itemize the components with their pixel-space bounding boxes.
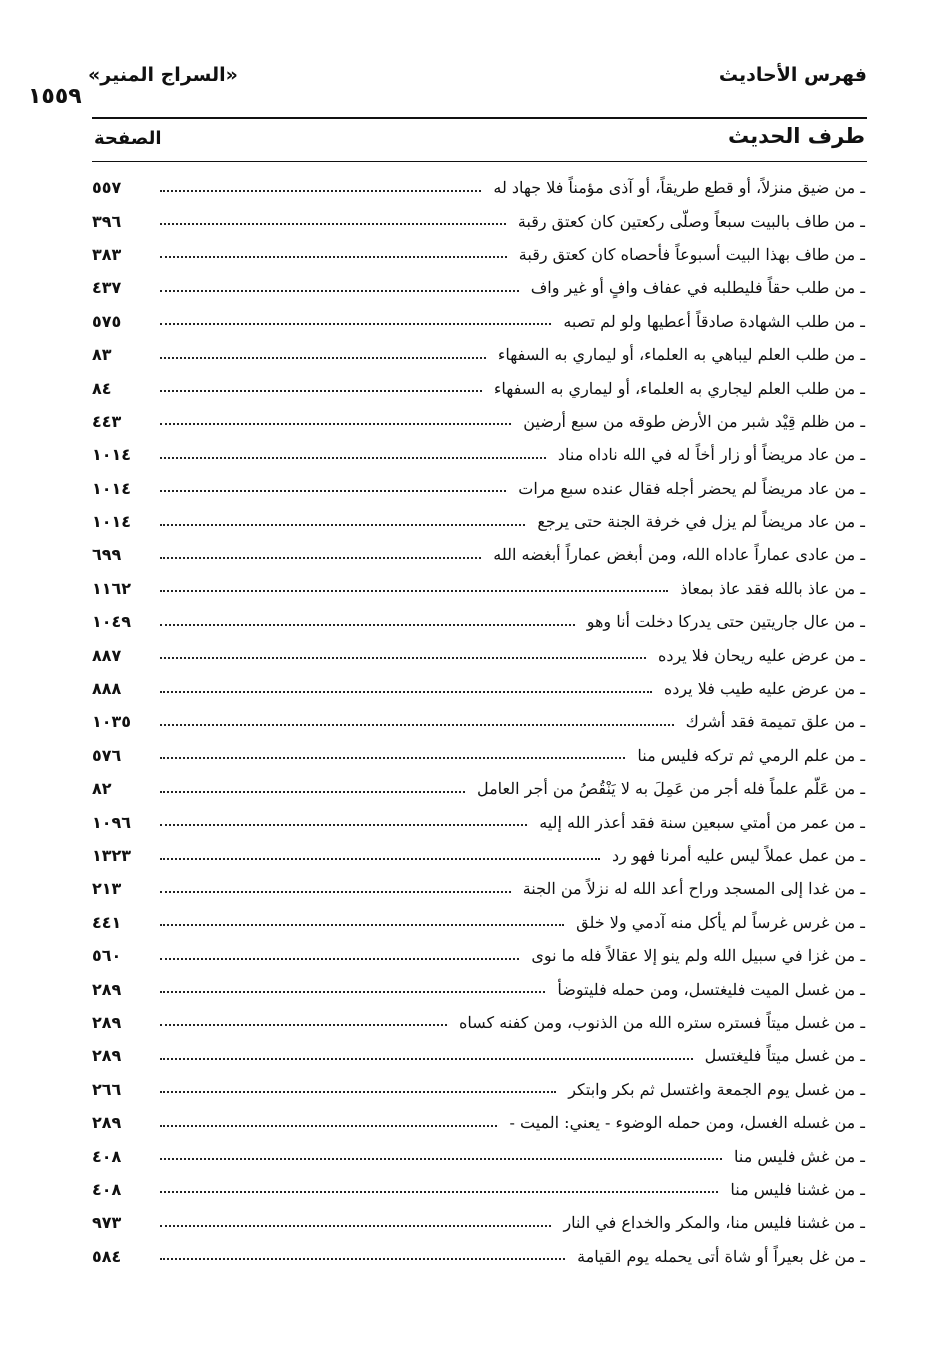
hadith-text: ـ من غسل ميتاً فليغتسل: [704, 1046, 865, 1066]
hadith-text: ـ من عادى عماراً عاداه الله، ومن أبغض عماراً أبغضه الله: [493, 545, 865, 565]
page-reference: ٢٨٩: [92, 1046, 122, 1066]
dot-leader: [160, 824, 527, 826]
running-title: فهرس الأحاديث: [718, 64, 867, 86]
page-reference: ٥٨٤: [92, 1246, 122, 1266]
hadith-text: ـ من عرض عليه طيب فلا يرده: [663, 679, 865, 699]
index-entry: [92, 572, 865, 605]
page-reference: ٣٩٦: [92, 211, 122, 231]
hadith-text: ـ من عاذ بالله فقد عاذ بمعاذ: [680, 578, 865, 598]
index-entry: [92, 605, 865, 638]
page-reference: ١٠٣٥: [92, 712, 132, 732]
index-entry: [92, 538, 865, 571]
index-entry: [92, 305, 865, 338]
dot-leader: [160, 423, 511, 425]
page-reference: ٨٤: [92, 378, 112, 398]
hadith-text: ـ من ضيق منزلاً، أو قطع طريقاً، أو آذى مؤمناً فلا جهاد له: [493, 178, 865, 198]
page-reference: ٨٨٧: [92, 645, 122, 665]
index-entry: [92, 1039, 865, 1072]
hadith-index-list: [92, 171, 865, 1273]
index-entry: [92, 906, 865, 939]
hadith-text: ـ من عاد مريضاً لم يزل في خرفة الجنة حتى يرجع: [537, 512, 865, 532]
dot-leader: [160, 791, 465, 793]
page-reference: ٢٨٩: [92, 979, 122, 999]
page-reference: ١٠١٤: [92, 512, 132, 532]
page-reference: ٢١٣: [92, 879, 122, 899]
dot-leader: [160, 323, 551, 325]
dot-leader: [160, 657, 646, 659]
index-entry: [92, 1073, 865, 1106]
page-number: ١٥٥٩: [28, 84, 82, 109]
hadith-text: ـ من غسله الغسل، ومن حمله الوضوء - يعني: الميت -: [509, 1113, 865, 1133]
index-entry: [92, 472, 865, 505]
hadith-text: ـ من عمل عملاً ليس عليه أمرنا فهو رد: [611, 846, 865, 865]
page-reference: ٤٤١: [92, 912, 122, 932]
page-reference: ٥٦٠: [92, 946, 122, 966]
index-entry: [92, 772, 865, 805]
hadith-text: ـ من عال جاريتين حتى يدركا دخلت أنا وهو: [586, 612, 865, 632]
page-reference: ١٠١٤: [92, 445, 132, 465]
hadith-text: ـ من غسل يوم الجمعة واغتسل ثم بكر وابتكر: [568, 1079, 865, 1099]
page-reference: ٨٣: [92, 345, 112, 365]
index-entry: [92, 204, 865, 237]
index-entry: [92, 872, 865, 905]
page-reference: ٣٨٣: [92, 244, 122, 264]
dot-leader: [160, 891, 511, 893]
index-entry: [92, 1240, 865, 1273]
dot-leader: [160, 1091, 556, 1093]
hadith-text: ـ من عمر من أمتي سبعين سنة فقد أعذر الله إليه: [539, 812, 865, 832]
dot-leader: [160, 1258, 565, 1260]
hadith-text: ـ من غشنا فليس منا: [730, 1179, 865, 1199]
hadith-text: ـ من طلب حقاً فليطلبه في عفاف وافٍ أو غير واف: [530, 278, 865, 298]
page-reference: ٤٠٨: [92, 1179, 122, 1199]
column-header-divider: [92, 161, 867, 162]
page-reference: ٤٠٨: [92, 1146, 122, 1166]
dot-leader: [160, 1125, 497, 1127]
index-entry: [92, 672, 865, 705]
index-entry: [92, 371, 865, 404]
dot-leader: [160, 1225, 551, 1227]
page-reference: ٢٦٦: [92, 1079, 122, 1099]
dot-leader: [160, 256, 507, 258]
page-reference: ١٣٢٣: [92, 846, 132, 865]
hadith-text: ـ من عَلّم علماً فله أجر من عَمِلَ به لا يَنْقُصُ من أجر العامل: [476, 779, 865, 799]
dot-leader: [160, 624, 575, 626]
index-entry: [92, 171, 865, 204]
dot-leader: [160, 724, 674, 726]
page-reference: ٨٢: [92, 779, 112, 799]
hadith-text: ـ من عاد مريضاً لم يحضر أجله فقال عنده سبع مرات: [518, 478, 865, 498]
page-reference: ١٠١٤: [92, 478, 132, 498]
index-entry: [92, 839, 865, 872]
index-entry: [92, 939, 865, 972]
index-entry: [92, 1206, 865, 1239]
dot-leader: [160, 190, 481, 192]
index-entry: [92, 1139, 865, 1172]
dot-leader: [160, 390, 482, 392]
column-header-page: الصفحة: [94, 128, 162, 149]
dot-leader: [160, 1058, 693, 1060]
index-entry: [92, 805, 865, 838]
page-reference: ٥٧٦: [92, 745, 122, 765]
hadith-text: ـ من غسل الميت فليغتسل، ومن حمله فليتوضأ: [557, 979, 865, 999]
hadith-text: ـ من ظلم قِيْد شبر من الأرض طوقه من سبع أرضين: [523, 411, 865, 431]
index-entry: [92, 438, 865, 471]
index-entry: [92, 271, 865, 304]
hadith-text: ـ من طلب الشهادة صادقاً أعطيها ولو لم تصبه: [563, 311, 865, 331]
page-reference: ٥٥٧: [92, 178, 122, 198]
hadith-text: ـ من عاد مريضاً أو زار أخاً له في الله ناداه مناد: [557, 445, 865, 465]
index-entry: [92, 405, 865, 438]
column-header-hadith: طرف الحديث: [727, 124, 865, 148]
book-title: «السراج المنير»: [88, 64, 238, 86]
dot-leader: [160, 1191, 718, 1193]
page-reference: ٢٨٩: [92, 1113, 122, 1133]
hadith-text: ـ من غسل ميتاً فستره ستره الله من الذنوب، ومن كفنه كساه: [459, 1012, 865, 1032]
index-entry: [92, 1006, 865, 1039]
page-reference: ٢٨٩: [92, 1012, 122, 1032]
index-entry: [92, 338, 865, 371]
dot-leader: [160, 991, 545, 993]
hadith-text: ـ من طلب العلم ليجاري به العلماء، أو ليماري به السفهاء: [493, 378, 865, 398]
hadith-text: ـ من غش فليس منا: [734, 1146, 865, 1166]
page-reference: ٩٧٣: [92, 1213, 122, 1233]
hadith-text: ـ من علق تميمة فقد أشرك: [685, 712, 865, 732]
dot-leader: [160, 1024, 447, 1026]
hadith-text: ـ من طاف بهذا البيت أسبوعاً فأحصاه كان كعتق رقبة: [518, 244, 865, 264]
dot-leader: [160, 1158, 722, 1160]
page-reference: ١٠٤٩: [92, 612, 132, 632]
dot-leader: [160, 590, 668, 592]
index-entry: [92, 638, 865, 671]
dot-leader: [160, 524, 525, 526]
page-reference: ٦٩٩: [92, 545, 122, 565]
dot-leader: [160, 290, 519, 292]
hadith-text: ـ من علم الرمي ثم تركه فليس منا: [637, 745, 865, 765]
page-reference: ١١٦٢: [92, 578, 132, 598]
page-reference: ٤٤٣: [92, 411, 122, 431]
dot-leader: [160, 490, 506, 492]
hadith-text: ـ من غل بعيراً أو شاة أتى يحمله يوم القيامة: [577, 1246, 865, 1266]
page-reference: ٥٧٥: [92, 311, 122, 331]
dot-leader: [160, 858, 600, 860]
dot-leader: [160, 457, 546, 459]
page-reference: ٤٣٧: [92, 278, 122, 298]
header-divider: [92, 117, 867, 119]
hadith-text: ـ من غشنا فليس منا، والمكر والخداع في النار: [563, 1213, 865, 1233]
index-entry: [92, 972, 865, 1005]
page-reference: ١٠٩٦: [92, 812, 132, 832]
dot-leader: [160, 691, 652, 693]
index-entry: [92, 1173, 865, 1206]
index-entry: [92, 1106, 865, 1139]
dot-leader: [160, 924, 564, 926]
hadith-text: ـ من طاف بالبيت سبعاً وصلّى ركعتين كان كعتق رقبة: [517, 211, 865, 231]
index-entry: [92, 739, 865, 772]
hadith-text: ـ من طلب العلم ليباهي به العلماء، أو ليماري به السفهاء: [497, 345, 865, 365]
hadith-text: ـ من غزا في سبيل الله ولم ينو إلا عقالاً فله ما نوى: [531, 946, 865, 966]
index-entry: [92, 705, 865, 738]
dot-leader: [160, 958, 519, 960]
index-entry: [92, 238, 865, 271]
page-reference: ٨٨٨: [92, 679, 122, 699]
dot-leader: [160, 557, 481, 559]
hadith-text: ـ من غدا إلى المسجد وراح أعد الله له نزلاً من الجنة: [522, 879, 865, 899]
hadith-text: ـ من غرس غرساً لم يأكل منه آدمي ولا خلق: [576, 912, 865, 932]
hadith-text: ـ من عرض عليه ريحان فلا يرده: [657, 645, 865, 665]
dot-leader: [160, 757, 625, 759]
page-header: [28, 62, 867, 109]
dot-leader: [160, 357, 486, 359]
index-entry: [92, 505, 865, 538]
dot-leader: [160, 223, 506, 225]
